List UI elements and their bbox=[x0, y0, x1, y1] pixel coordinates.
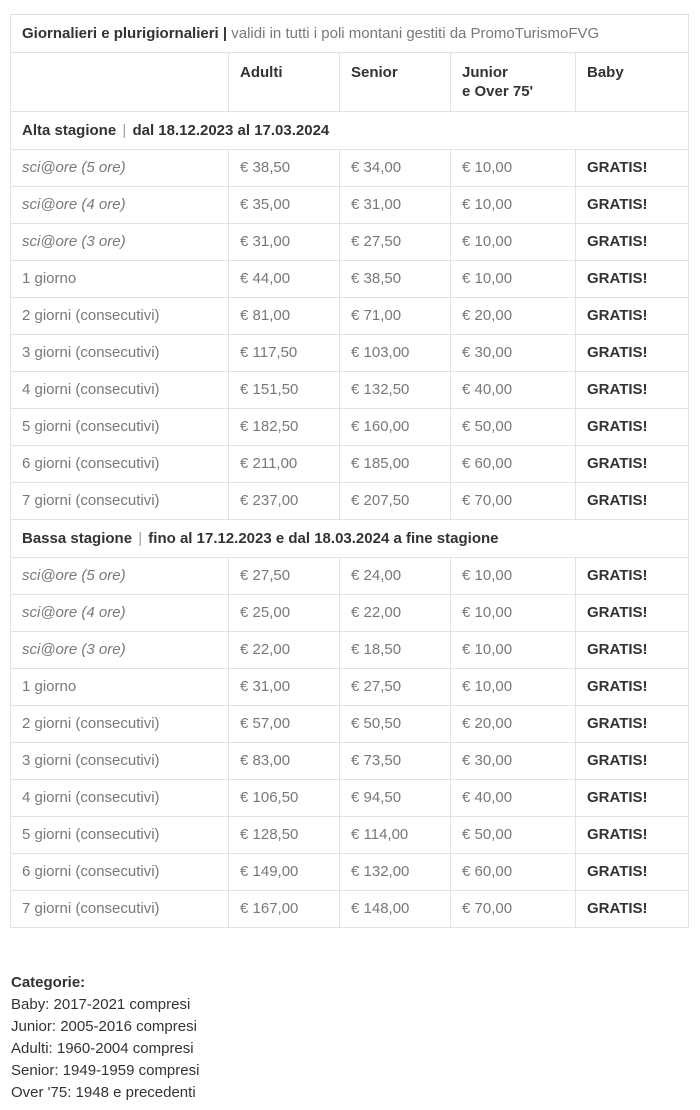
price-baby: GRATIS! bbox=[576, 187, 689, 224]
price-adulti: € 25,00 bbox=[229, 595, 340, 632]
price-baby: GRATIS! bbox=[576, 335, 689, 372]
price-adulti: € 83,00 bbox=[229, 743, 340, 780]
price-senior: € 71,00 bbox=[340, 298, 451, 335]
price-junior: € 70,00 bbox=[451, 483, 576, 520]
price-adulti: € 149,00 bbox=[229, 854, 340, 891]
price-baby: GRATIS! bbox=[576, 669, 689, 706]
ticket-type-label: 5 giorni (consecutivi) bbox=[11, 409, 229, 446]
price-junior: € 10,00 bbox=[451, 150, 576, 187]
ticket-type-label: 6 giorni (consecutivi) bbox=[11, 854, 229, 891]
season-separator: | bbox=[122, 122, 127, 139]
price-junior: € 30,00 bbox=[451, 743, 576, 780]
price-adulti: € 35,00 bbox=[229, 187, 340, 224]
column-header-adulti bbox=[229, 53, 340, 112]
price-adulti: € 57,00 bbox=[229, 706, 340, 743]
table-row bbox=[11, 372, 689, 409]
table-row bbox=[11, 780, 689, 817]
price-adulti: € 237,00 bbox=[229, 483, 340, 520]
table-row bbox=[11, 595, 689, 632]
price-junior: € 10,00 bbox=[451, 187, 576, 224]
price-senior: € 50,50 bbox=[340, 706, 451, 743]
price-senior: € 185,00 bbox=[340, 446, 451, 483]
price-baby: GRATIS! bbox=[576, 150, 689, 187]
price-junior: € 20,00 bbox=[451, 706, 576, 743]
column-header-label: Adulti bbox=[240, 64, 283, 81]
categories-title: Categorie: bbox=[11, 974, 86, 991]
price-junior: € 60,00 bbox=[451, 854, 576, 891]
season-name: Bassa stagione bbox=[22, 530, 133, 547]
price-baby: GRATIS! bbox=[576, 780, 689, 817]
table-row bbox=[11, 150, 689, 187]
table-row bbox=[11, 187, 689, 224]
category-line-junior: Junior: 2005-2016 compresi bbox=[11, 1018, 197, 1035]
price-adulti: € 22,00 bbox=[229, 632, 340, 669]
ticket-type-label: 2 giorni (consecutivi) bbox=[11, 706, 229, 743]
price-baby: GRATIS! bbox=[576, 817, 689, 854]
price-adulti: € 151,50 bbox=[229, 372, 340, 409]
price-senior: € 73,50 bbox=[340, 743, 451, 780]
ticket-type-label: 2 giorni (consecutivi) bbox=[11, 298, 229, 335]
price-baby: GRATIS! bbox=[576, 483, 689, 520]
categories-legend bbox=[11, 972, 688, 1104]
table-row bbox=[11, 706, 689, 743]
table-row bbox=[11, 632, 689, 669]
table-row bbox=[11, 261, 689, 298]
table-row bbox=[11, 558, 689, 595]
ticket-type-label: 7 giorni (consecutivi) bbox=[11, 483, 229, 520]
price-senior: € 160,00 bbox=[340, 409, 451, 446]
season-section-header bbox=[11, 112, 689, 150]
table-title-row bbox=[11, 15, 689, 53]
price-baby: GRATIS! bbox=[576, 595, 689, 632]
table-row bbox=[11, 669, 689, 706]
price-junior: € 40,00 bbox=[451, 780, 576, 817]
price-senior: € 132,50 bbox=[340, 372, 451, 409]
price-junior: € 10,00 bbox=[451, 632, 576, 669]
price-senior: € 114,00 bbox=[340, 817, 451, 854]
price-senior: € 103,00 bbox=[340, 335, 451, 372]
price-baby: GRATIS! bbox=[576, 261, 689, 298]
table-row bbox=[11, 743, 689, 780]
price-junior: € 70,00 bbox=[451, 891, 576, 928]
table-title bbox=[11, 15, 689, 53]
season-section-row bbox=[11, 112, 689, 150]
ticket-type-label: sci@ore (4 ore) bbox=[11, 187, 229, 224]
price-table bbox=[10, 14, 689, 928]
price-senior: € 27,50 bbox=[340, 224, 451, 261]
category-line-over75: Over '75: 1948 e precedenti bbox=[11, 1084, 196, 1101]
column-header-label: Baby bbox=[587, 64, 624, 81]
table-row bbox=[11, 891, 689, 928]
price-senior: € 148,00 bbox=[340, 891, 451, 928]
price-adulti: € 167,00 bbox=[229, 891, 340, 928]
price-senior: € 132,00 bbox=[340, 854, 451, 891]
price-senior: € 24,00 bbox=[340, 558, 451, 595]
price-junior: € 10,00 bbox=[451, 595, 576, 632]
price-junior: € 20,00 bbox=[451, 298, 576, 335]
price-junior: € 30,00 bbox=[451, 335, 576, 372]
price-adulti: € 31,00 bbox=[229, 224, 340, 261]
price-baby: GRATIS! bbox=[576, 632, 689, 669]
ticket-type-label: 4 giorni (consecutivi) bbox=[11, 780, 229, 817]
category-line-senior: Senior: 1949-1959 compresi bbox=[11, 1062, 200, 1079]
table-row bbox=[11, 224, 689, 261]
price-junior: € 50,00 bbox=[451, 409, 576, 446]
price-adulti: € 31,00 bbox=[229, 669, 340, 706]
category-line-baby: Baby: 2017-2021 compresi bbox=[11, 996, 191, 1013]
price-adulti: € 128,50 bbox=[229, 817, 340, 854]
price-baby: GRATIS! bbox=[576, 372, 689, 409]
price-baby: GRATIS! bbox=[576, 558, 689, 595]
price-junior: € 10,00 bbox=[451, 669, 576, 706]
price-junior: € 10,00 bbox=[451, 224, 576, 261]
ticket-type-label: 3 giorni (consecutivi) bbox=[11, 743, 229, 780]
corner-cell bbox=[11, 53, 229, 112]
season-name: Alta stagione bbox=[22, 122, 117, 139]
price-senior: € 18,50 bbox=[340, 632, 451, 669]
table-row bbox=[11, 854, 689, 891]
table-row bbox=[11, 446, 689, 483]
price-baby: GRATIS! bbox=[576, 224, 689, 261]
season-dates: fino al 17.12.2023 e dal 18.03.2024 a fine stagione bbox=[148, 530, 499, 547]
price-adulti: € 117,50 bbox=[229, 335, 340, 372]
price-junior: € 40,00 bbox=[451, 372, 576, 409]
price-senior: € 27,50 bbox=[340, 669, 451, 706]
price-adulti: € 44,00 bbox=[229, 261, 340, 298]
price-baby: GRATIS! bbox=[576, 409, 689, 446]
price-baby: GRATIS! bbox=[576, 446, 689, 483]
ticket-type-label: sci@ore (5 ore) bbox=[11, 150, 229, 187]
ticket-type-label: 1 giorno bbox=[11, 669, 229, 706]
ticket-type-label: sci@ore (3 ore) bbox=[11, 632, 229, 669]
column-header-row bbox=[11, 53, 689, 112]
table-row bbox=[11, 483, 689, 520]
price-junior: € 10,00 bbox=[451, 558, 576, 595]
price-adulti: € 81,00 bbox=[229, 298, 340, 335]
price-baby: GRATIS! bbox=[576, 743, 689, 780]
price-senior: € 38,50 bbox=[340, 261, 451, 298]
table-title-subtext: validi in tutti i poli montani gestiti da PromoTurismoFVG bbox=[231, 25, 600, 42]
ticket-type-label: 5 giorni (consecutivi) bbox=[11, 817, 229, 854]
price-senior: € 34,00 bbox=[340, 150, 451, 187]
price-junior: € 60,00 bbox=[451, 446, 576, 483]
table-title-bold: Giornalieri e plurigiornalieri | bbox=[22, 25, 228, 42]
price-senior: € 207,50 bbox=[340, 483, 451, 520]
price-senior: € 31,00 bbox=[340, 187, 451, 224]
price-baby: GRATIS! bbox=[576, 706, 689, 743]
price-adulti: € 106,50 bbox=[229, 780, 340, 817]
price-senior: € 22,00 bbox=[340, 595, 451, 632]
column-header-label-line2: e Over 75' bbox=[462, 83, 534, 100]
category-line-adulti: Adulti: 1960-2004 compresi bbox=[11, 1040, 194, 1057]
table-row bbox=[11, 335, 689, 372]
ticket-type-label: 1 giorno bbox=[11, 261, 229, 298]
ticket-type-label: 6 giorni (consecutivi) bbox=[11, 446, 229, 483]
ticket-type-label: 3 giorni (consecutivi) bbox=[11, 335, 229, 372]
ticket-type-label: 4 giorni (consecutivi) bbox=[11, 372, 229, 409]
season-separator: | bbox=[138, 530, 143, 547]
ticket-type-label: sci@ore (3 ore) bbox=[11, 224, 229, 261]
ticket-type-label: 7 giorni (consecutivi) bbox=[11, 891, 229, 928]
season-section-row bbox=[11, 520, 689, 558]
ticket-type-label: sci@ore (5 ore) bbox=[11, 558, 229, 595]
price-baby: GRATIS! bbox=[576, 891, 689, 928]
column-header-senior bbox=[340, 53, 451, 112]
column-header-label: Senior bbox=[351, 64, 398, 81]
price-senior: € 94,50 bbox=[340, 780, 451, 817]
price-junior: € 10,00 bbox=[451, 261, 576, 298]
season-section-header bbox=[11, 520, 689, 558]
price-adulti: € 38,50 bbox=[229, 150, 340, 187]
price-adulti: € 27,50 bbox=[229, 558, 340, 595]
price-adulti: € 182,50 bbox=[229, 409, 340, 446]
ticket-type-label: sci@ore (4 ore) bbox=[11, 595, 229, 632]
price-baby: GRATIS! bbox=[576, 298, 689, 335]
table-row bbox=[11, 298, 689, 335]
price-baby: GRATIS! bbox=[576, 854, 689, 891]
column-header-baby bbox=[576, 53, 689, 112]
column-header-label: Junior bbox=[462, 64, 508, 81]
table-row bbox=[11, 409, 689, 446]
season-dates: dal 18.12.2023 al 17.03.2024 bbox=[132, 122, 330, 139]
column-header-junior bbox=[451, 53, 576, 112]
price-junior: € 50,00 bbox=[451, 817, 576, 854]
table-row bbox=[11, 817, 689, 854]
price-adulti: € 211,00 bbox=[229, 446, 340, 483]
